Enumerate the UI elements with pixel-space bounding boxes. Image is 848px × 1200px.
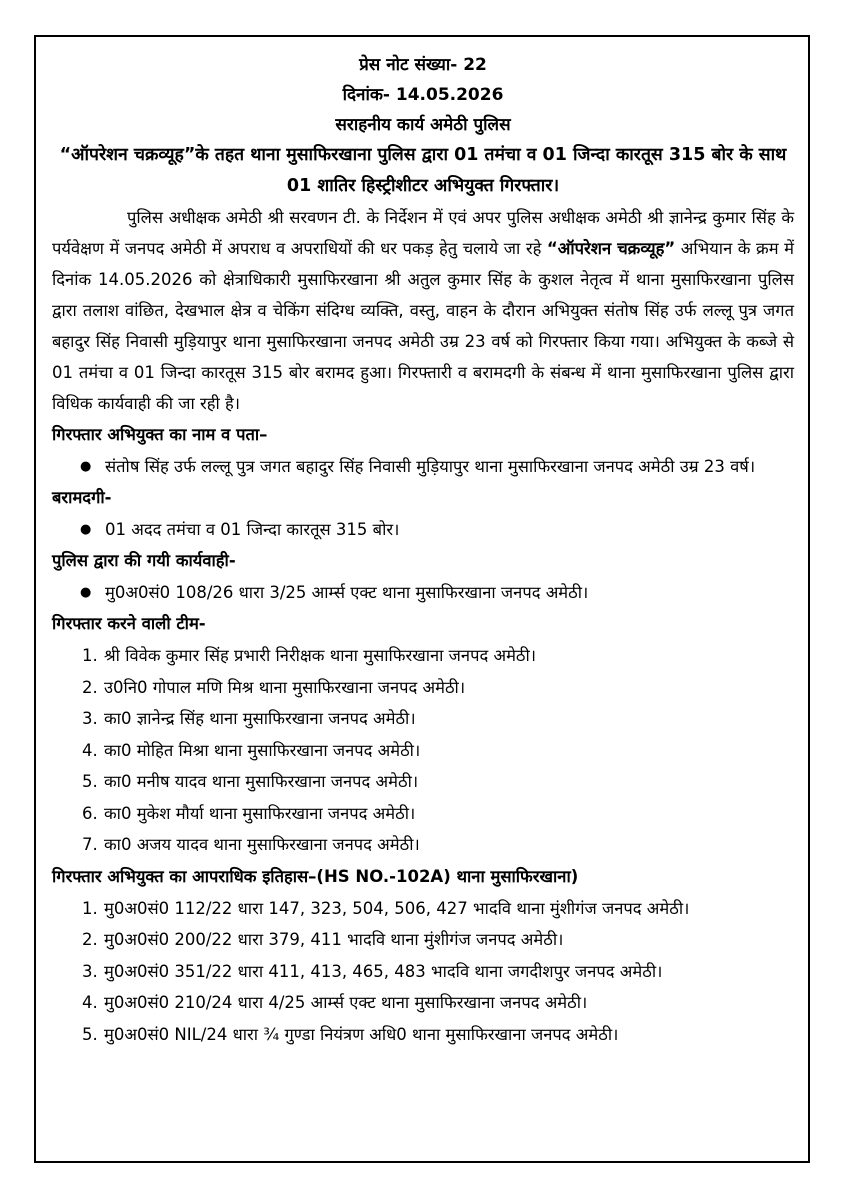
history-list — [52, 893, 794, 1051]
list-item: 6. का0 मुकेश मौर्या थाना मुसाफिरखाना जनपद अमेठी। — [82, 803, 416, 823]
recovery-heading: बरामदगी- — [52, 488, 112, 507]
action-heading: पुलिस द्वारा की गयी कार्यवाही- — [52, 551, 236, 570]
operation-name: “ऑपरेशन चक्रव्यूह” — [546, 239, 676, 258]
list-item: 1. श्री विवेक कुमार सिंह प्रभारी निरीक्षक थाना मुसाफिरखाना जनपद अमेठी। — [82, 646, 537, 665]
paragraph-text-2: अभियान के क्रम में दिनांक 14.05.2026 को क्षेत्राधिकारी मुसाफिरखाना श्री अतुल कुमार सिंह के कुशल नेतृत्व में थाना मुसाफिरखाना पुलिस द्वारा तलाश वांछित, देखभाल क्षेत्र व चेकिंग संदिग्ध व्यक्ति, वस्तु, वाहन के दौरान अभियुक्त संतोष सिंह उर्फ लल्लू पुत्र जगत बहादुर सिंह निवासी मुड़ियापुर थाना मुसाफिरखाना जनपद अमेठी उम्र 23 वर्ष को गिरफ्तार किया गया। अभियुक्त के कब्जे से 01 तमंचा व 01 जिन्दा कारतूस 315 बोर बरामद हुआ। गिरफ्तारी व बरामदगी के संबन्ध में थाना मुसाफिरखाना पुलिस द्वारा विधिक कार्यवाही की जा रही है। — [52, 239, 794, 413]
history-heading: गिरफ्तार अभियुक्त का आपराधिक इतिहास–(HS NO.-102A) थाना मुसाफिरखाना) — [52, 866, 579, 886]
press-note — [52, 50, 794, 1050]
list-item: 1. मु0अ0सं0 112/22 धारा 147, 323, 504, 506, 427 भादवि थाना मुंशीगंज जनपद अमेठी। — [82, 898, 690, 918]
list-item: 4. मु0अ0सं0 210/24 धारा 4/25 आर्म्स एक्ट थाना मुसाफिरखाना जनपद अमेठी। — [82, 993, 588, 1012]
press-note-subject: सराहनीय कार्य अमेठी पुलिस — [335, 115, 511, 135]
list-item: 5. का0 मनीष यादव थाना मुसाफिरखाना जनपद अमेठी। — [82, 772, 419, 791]
list-item: 2. उ0नि0 गोपाल मणि मिश्र थाना मुसाफिरखाना जनपद अमेठी। — [82, 677, 466, 697]
main-paragraph — [52, 202, 794, 419]
paragraph-text-1: पुलिस अधीक्षक अमेठी श्री सरवणन टी. के निर्देशन में एवं अपर पुलिस अधीक्षक अमेठी श्री ज्ञानेन्द्र कुमार सिंह के पर्यवेक्षण में जनपद अमेठी में अपराध व अपराधियों की धर पकड़ हेतु चलाये जा रहे — [52, 208, 794, 258]
list-item: 3. मु0अ0सं0 351/22 धारा 411, 413, 465, 483 भादवि थाना जगदीशपुर जनपद अमेठी। — [82, 961, 663, 981]
list-item: ● मु0अ0सं0 108/26 धारा 3/25 आर्म्स एक्ट थाना मुसाफिरखाना जनपद अमेठी। — [80, 577, 794, 608]
press-note-number: प्रेस नोट संख्या- 22 — [359, 55, 487, 75]
list-item: 3. का0 ज्ञानेन्द्र सिंह थाना मुसाफिरखाना जनपद अमेठी। — [82, 709, 416, 728]
action-list — [52, 577, 794, 608]
list-item: ● 01 अदद तमंचा व 01 जिन्दा कारतूस 315 बोर। — [80, 514, 794, 545]
headline: “ऑपरेशन चक्रव्यूह”के तहत थाना मुसाफिरखाना पुलिस द्वारा 01 तमंचा व 01 जिन्दा कारतूस 315 बोर के साथ 01 शातिर हिस्ट्रीशीटर अभियुक्त गिरफ्तार। — [59, 145, 787, 196]
list-item: 5. मु0अ0सं0 NIL/24 धारा ¾ गुण्डा नियंत्रण अधि0 थाना मुसाफिरखाना जनपद अमेठी। — [82, 1024, 619, 1044]
list-item: 2. मु0अ0सं0 200/22 धारा 379, 411 भादवि थाना मुंशीगंज जनपद अमेठी। — [82, 930, 564, 949]
team-list — [52, 640, 794, 861]
press-note-date: दिनांक- 14.05.2026 — [342, 85, 504, 105]
team-heading: गिरफ्तार करने वाली टीम- — [52, 614, 206, 633]
accused-heading: गिरफ्तार अभियुक्त का नाम व पता– — [52, 425, 268, 444]
recovery-list — [52, 514, 794, 545]
list-item: 7. का0 अजय यादव थाना मुसाफिरखाना जनपद अमेठी। — [82, 835, 420, 854]
list-item: 4. का0 मोहित मिश्रा थाना मुसाफिरखाना जनपद अमेठी। — [82, 740, 421, 760]
list-item: ● संतोष सिंह उर्फ लल्लू पुत्र जगत बहादुर सिंह निवासी मुड़ियापुर थाना मुसाफिरखाना जनपद अमेठी उम्र 23 वर्ष। — [80, 451, 794, 482]
accused-list — [52, 451, 794, 482]
